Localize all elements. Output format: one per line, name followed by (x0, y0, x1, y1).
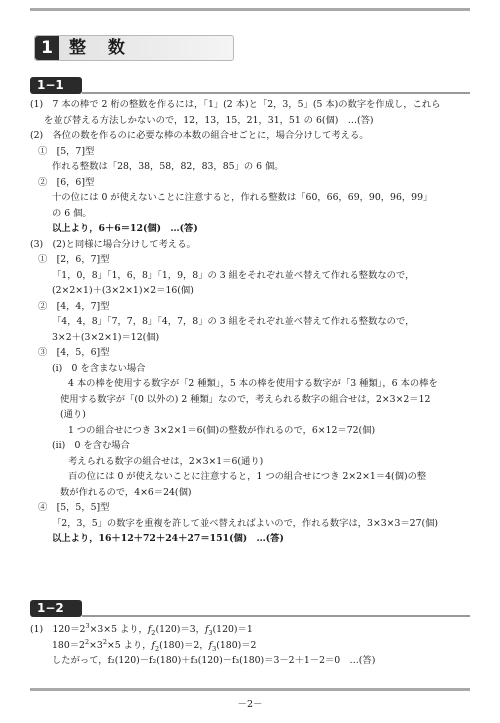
section-badge: 1−2 (30, 600, 82, 617)
text-line: 数が作れるので，4×6＝24(個) (60, 486, 192, 498)
text-line: 「2，3，5」の数字を重複を許して並べ替えればよいので，作れる数字は，3×3×3＝27(個) (52, 517, 439, 529)
text-line: 3×2＋(3×2×1)＝12(個) (52, 331, 160, 343)
equation-line: したがって，f₂(120)－f₂(180)＋f₃(120)－f₃(180)＝3－2＋1－2＝0 …(答) (52, 655, 376, 666)
chapter-number: 1 (35, 36, 59, 60)
text-line: (3) (2)と同様に場合分けして考える。 (30, 238, 196, 250)
text-line: 作れる整数は「28，38，58，82，83，85」の 6 個。 (52, 161, 284, 172)
section-rule (82, 615, 470, 617)
text-line: 1 つの組合せにつき 3×2×1＝6(個)の整数が作れるので，6×12＝72(個) (68, 424, 376, 436)
text-line: 使用する数字が「(0 以外の) 2 種類」なので，考えられる数字の組合せは，2×3×2＝12 (60, 393, 431, 405)
bottom-rule (30, 688, 470, 691)
text-line: ① [2，6，7]型 (38, 254, 110, 265)
section-badge: 1−1 (30, 77, 82, 94)
top-rule (30, 8, 470, 11)
text-line: 十の位には 0 が使えないことに注意すると，作れる整数は「60，66，69，90，96，99」 (52, 192, 433, 203)
text-line: (i) 0 を含まない場合 (52, 362, 146, 374)
text-line: (1) 7 本の棒で 2 桁の整数を作るには，「1」(2 本)と「2，3，5」(5 本)の数字を作成し，これら (30, 99, 441, 110)
section-rule (82, 92, 470, 94)
text-line: 以上より，16＋12＋72＋24＋27＝151(個) …(答) (52, 533, 284, 544)
equation-line: (1) $120=2^3\times 3\times 5$ より，$f_2(120)=3$，$f_3(120)=1$ (30, 621, 253, 637)
text-line: (2×2×1)＋(3×2×1)×2＝16(個) (52, 285, 194, 296)
page-number: －2－ (237, 699, 263, 710)
text-line: ④ [5，5，5]型 (38, 502, 110, 513)
text-line: (通り) (60, 409, 86, 420)
text-line: 百の位には 0 が使えないことに注意すると，1 つの組合せにつき 2×2×1＝4(個)の整 (68, 471, 427, 482)
text-line: の 6 個。 (52, 207, 92, 219)
text-line: (2) 各位の数を作るのに必要な棒の本数の組合せごとに，場合分けして考える。 (30, 130, 369, 141)
section-1-1-body (30, 97, 470, 547)
section-1-2-body (30, 622, 470, 669)
equation-line: $180=2^2\times 3^2\times 5$ より，$f_2(180)=2$，$f_3(180)=2$ (52, 637, 257, 653)
text-line: 「1，0，8」「1，6，8」「1，9，8」の 3 組をそれぞれ並べ替えて作れる整数なので， (52, 269, 415, 281)
text-line: 考えられる数字の組合せは，2×3×1＝6(通り) (68, 455, 264, 467)
text-line: (ii) 0 を含む場合 (52, 440, 130, 451)
section-header-1-1 (30, 77, 470, 95)
chapter-header (34, 35, 234, 61)
section-header-1-2 (30, 600, 470, 618)
text-line: ② [4，4，7]型 (38, 300, 110, 312)
text-line: 以上より，6＋6＝12(個) …(答) (52, 223, 198, 234)
text-line: を並び替える方法しかないので，12，13，15，21，31，51 の 6(個) …(答) (44, 114, 374, 126)
text-line: ② [6，6]型 (38, 176, 95, 188)
text-line: 4 本の棒を使用する数字が「2 種類」，5 本の棒を使用する数字が「3 種類」，6 本の棒を (68, 378, 438, 389)
text-line: ③ [4，5，6]型 (38, 347, 110, 358)
chapter-title: 整 数 (69, 38, 133, 58)
text-line: ① [5，7]型 (38, 145, 95, 157)
text-line: 「4，4，8」「7，7，8」「4，7，8」の 3 組をそれぞれ並べ替えて作れる整数なので， (52, 316, 415, 327)
